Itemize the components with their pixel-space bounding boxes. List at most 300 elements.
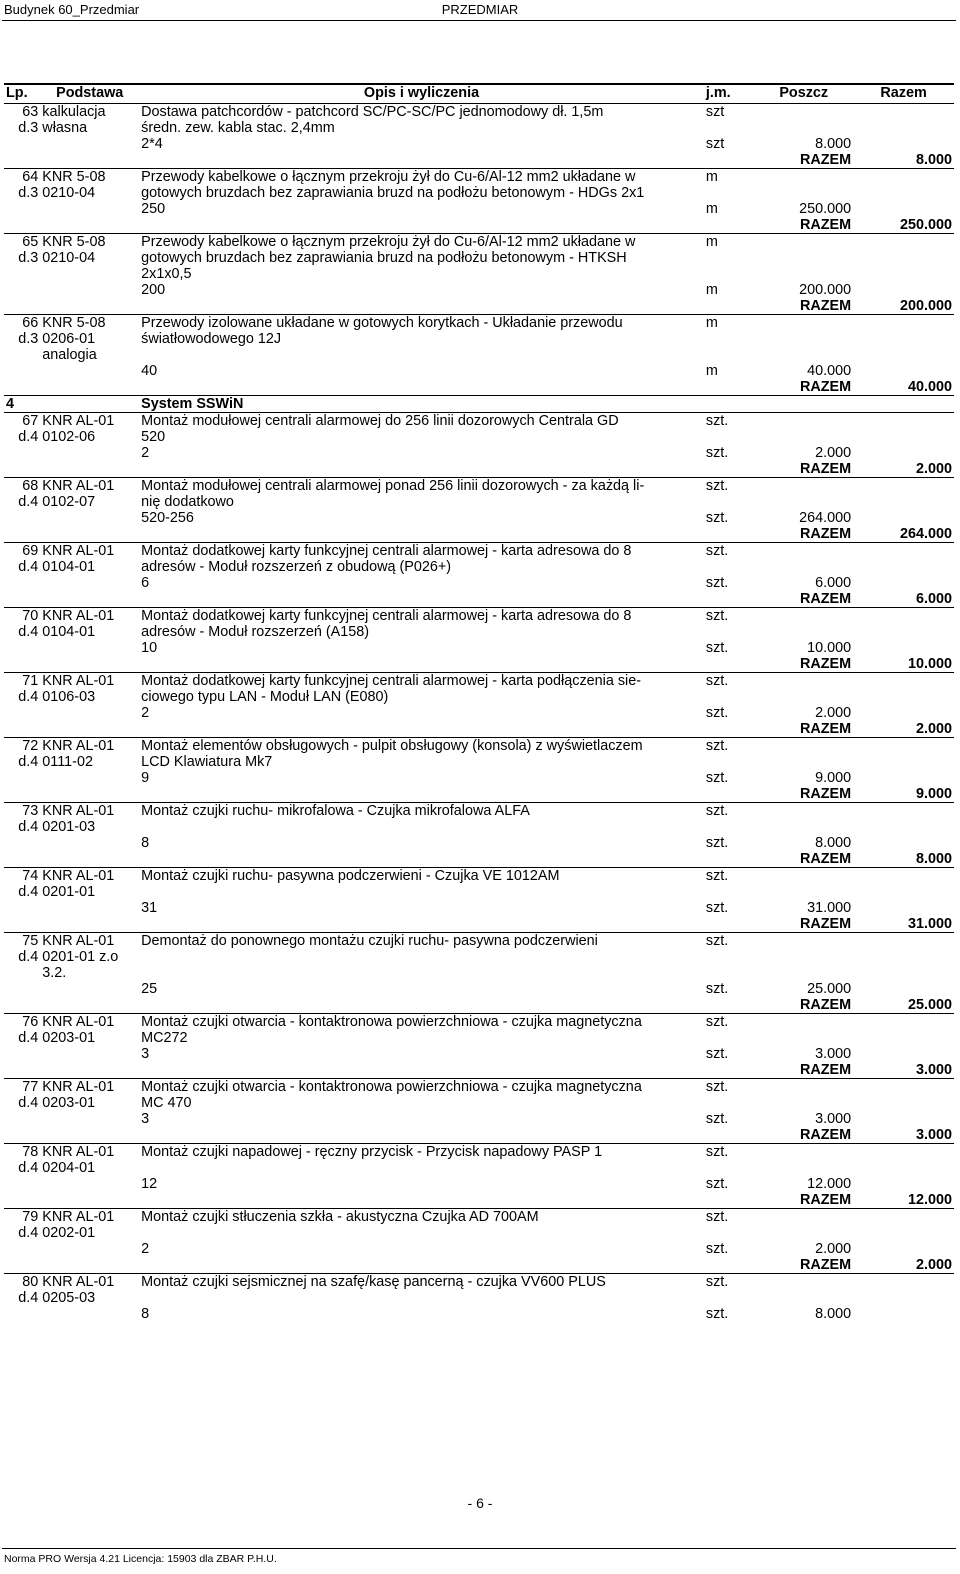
item-unit [704,1030,754,1046]
calculation-unit: szt [705,136,725,152]
item-lp: d.4 [18,1160,39,1176]
item-podstawa: KNR 5-08 [40,315,139,332]
position-row [4,803,954,820]
empty-cell [754,1274,853,1291]
empty-cell [40,1257,139,1274]
empty-cell [4,640,40,656]
item-unit [704,266,754,282]
item-podstawa: własna [42,120,88,136]
empty-cell [853,201,954,217]
empty-cell [754,673,853,690]
position-row [4,543,954,560]
calculation-row [4,1111,954,1127]
item-unit [704,559,754,575]
empty-cell [853,347,954,363]
item-unit [704,1225,754,1241]
position-row [4,1095,954,1111]
item-podstawa: KNR AL-01 [40,1144,139,1161]
item-lp: 70 [4,608,40,625]
calculation-expression: 3 [141,1111,150,1127]
calculation-unit: m [705,282,718,298]
empty-cell [40,461,139,478]
razem-row [4,1192,954,1209]
calculation-unit: szt. [705,705,729,721]
item-unit [704,884,754,900]
item-lp: 68 [4,478,40,495]
calculation-unit: szt. [705,770,729,786]
empty-cell [40,640,139,656]
position-row [4,234,954,251]
item-description: Montaż czujki ruchu- pasywna podczerwieni - Czujka VE 1012AM [139,868,704,885]
empty-cell [754,608,853,625]
empty-cell [853,1160,954,1176]
empty-cell [853,575,954,591]
item-lp: d.4 [18,559,39,575]
item-description: Przewody izolowane układane w gotowych korytkach - Układanie przewodu [139,315,704,332]
position-row [4,884,954,900]
empty-cell [853,169,954,186]
calculation-expression: 2*4 [141,136,163,152]
item-description: Montaż czujki otwarcia - kontaktronowa powierzchniowa - czujka magnetyczna [139,1014,704,1031]
item-description: Montaż elementów obsługowych - pulpit obsługowy (konsola) z wyświetlaczem [139,738,704,755]
empty-cell [139,997,704,1014]
item-unit [704,1160,754,1176]
empty-cell [853,624,954,640]
item-lp: 73 [4,803,40,820]
empty-cell [754,266,853,282]
item-podstawa [40,266,139,282]
calculation-value: 25.000 [807,981,852,997]
item-podstawa: KNR AL-01 [40,933,139,950]
item-podstawa: 0206-01 [42,331,96,347]
col-header-poszcz: Poszcz [754,84,853,104]
item-lp: 74 [4,868,40,885]
item-unit: szt. [704,608,754,625]
empty-cell [853,770,954,786]
calculation-row [4,445,954,461]
calculation-row [4,1241,954,1257]
item-unit [704,185,754,201]
item-unit [704,347,754,363]
position-row [4,608,954,625]
empty-cell [4,575,40,591]
razem-row [4,152,954,169]
item-podstawa: 0205-03 [42,1290,96,1306]
empty-cell [4,997,40,1014]
calculation-row [4,1176,954,1192]
empty-cell [754,331,853,347]
empty-cell [853,363,954,379]
calculation-value: 12.000 [807,1176,852,1192]
item-unit: m [704,315,754,332]
calculation-expression: 8 [141,1306,150,1322]
item-lp: 64 [4,169,40,186]
calculation-value: 2.000 [815,705,852,721]
item-unit: szt. [704,1274,754,1291]
position-row [4,1290,954,1306]
item-description: światłowodowego 12J [141,331,282,347]
empty-cell [4,526,40,543]
calculation-expression: 8 [141,835,150,851]
empty-cell [754,1030,853,1046]
empty-cell [754,949,853,965]
empty-cell [139,916,704,933]
empty-cell [40,217,139,234]
calculation-unit: szt. [705,1306,729,1322]
calculation-expression: 10 [141,640,158,656]
razem-value: 264.000 [899,526,952,542]
empty-cell [139,379,704,396]
item-podstawa: KNR 5-08 [40,234,139,251]
position-row [4,559,954,575]
empty-cell [40,1306,139,1322]
calculation-unit: szt. [705,445,729,461]
calculation-value: 250.000 [799,201,852,217]
calculation-unit: szt. [705,510,729,526]
razem-value: 9.000 [915,786,952,802]
calculation-value: 2.000 [815,1241,852,1257]
empty-cell [853,1014,954,1031]
empty-cell [139,591,704,608]
position-row [4,478,954,495]
empty-cell [754,478,853,495]
position-row [4,315,954,332]
empty-cell [40,510,139,526]
header-divider [2,20,956,21]
position-row [4,185,954,201]
empty-cell [853,331,954,347]
calculation-value: 3.000 [815,1111,852,1127]
item-podstawa: 0106-03 [42,689,96,705]
position-row [4,250,954,266]
empty-cell [40,786,139,803]
item-unit: szt. [704,1144,754,1161]
razem-row [4,379,954,396]
empty-cell [853,1030,954,1046]
item-podstawa: 0104-01 [42,624,96,640]
item-lp: 72 [4,738,40,755]
position-row [4,624,954,640]
empty-cell [853,1111,954,1127]
col-header-razem: Razem [853,84,954,104]
item-description [139,1290,704,1306]
item-unit [704,250,754,266]
item-description [139,347,704,363]
razem-value: 2.000 [915,1257,952,1273]
empty-cell [853,640,954,656]
item-description: Dostawa patchcordów - patchcord SC/PC-SC/PC jednomodowy dł. 1,5m [141,104,604,120]
empty-cell [853,1095,954,1111]
calculation-value: 200.000 [799,282,852,298]
position-row [4,347,954,363]
calculation-row [4,282,954,298]
empty-cell [40,1176,139,1192]
empty-cell [853,136,954,152]
item-lp [4,266,40,282]
razem-value: 3.000 [915,1127,952,1143]
calculation-value: 10.000 [807,640,852,656]
empty-cell [754,1014,853,1031]
razem-label: RAZEM [799,217,852,233]
empty-cell [853,933,954,950]
empty-cell [754,1160,853,1176]
item-podstawa: KNR AL-01 [40,608,139,625]
empty-cell [40,379,139,396]
razem-label: RAZEM [799,591,852,607]
razem-label: RAZEM [799,1062,852,1078]
empty-cell [40,916,139,933]
empty-cell [754,315,853,332]
calculation-unit: m [705,201,718,217]
empty-cell [853,234,954,251]
empty-cell [754,965,853,981]
calculation-expression: 2 [141,445,150,461]
item-lp: 63 [22,104,39,120]
item-lp: d.4 [18,884,39,900]
calculation-value: 264.000 [799,510,852,526]
item-unit: szt. [704,543,754,560]
item-podstawa: kalkulacja [42,104,106,120]
razem-row [4,1062,954,1079]
license-text: Norma PRO Wersja 4.21 Licencja: 15903 dla ZBAR P.H.U. [4,1553,277,1565]
empty-cell [754,803,853,820]
empty-cell [853,803,954,820]
empty-cell [40,396,139,413]
item-unit [704,120,754,136]
calculation-unit: m [705,363,718,379]
item-lp: 69 [4,543,40,560]
item-podstawa: KNR AL-01 [40,738,139,755]
empty-cell [40,770,139,786]
item-unit: szt. [704,1209,754,1226]
col-header-podstawa: Podstawa [40,84,139,104]
empty-cell [4,1241,40,1257]
calculation-row [4,510,954,526]
empty-cell [754,543,853,560]
razem-row [4,656,954,673]
item-lp: d.4 [18,429,39,445]
position-row [4,413,954,430]
empty-cell [754,559,853,575]
item-podstawa: KNR AL-01 [40,673,139,690]
empty-cell [853,689,954,705]
calculation-row [4,1306,954,1322]
empty-cell [754,396,853,413]
item-description: Montaż dodatkowej karty funkcyjnej centrali alarmowej - karta adresowa do 8 [139,608,704,625]
empty-cell [4,1127,40,1144]
item-unit [704,949,754,965]
item-lp [4,347,40,363]
empty-cell [754,933,853,950]
item-lp: 71 [4,673,40,690]
razem-row [4,526,954,543]
item-unit: szt. [704,478,754,495]
razem-label: RAZEM [799,997,852,1013]
cost-table [4,83,954,1322]
calculation-value: 8.000 [815,1306,852,1322]
item-unit: szt. [704,1079,754,1096]
item-lp: 75 [4,933,40,950]
item-podstawa: KNR AL-01 [40,1014,139,1031]
empty-cell [754,347,853,363]
item-unit [704,965,754,981]
empty-cell [853,981,954,997]
empty-cell [853,396,954,413]
empty-cell [40,835,139,851]
item-lp: 79 [4,1209,40,1226]
section-number: 4 [4,396,40,413]
empty-cell [40,591,139,608]
empty-cell [139,786,704,803]
position-row [4,1144,954,1161]
position-row [4,1014,954,1031]
position-row [4,1160,954,1176]
item-podstawa: 0204-01 [42,1160,96,1176]
razem-value: 2.000 [915,721,952,737]
calculation-unit: szt. [705,1046,729,1062]
empty-cell [40,705,139,721]
calculation-row [4,201,954,217]
item-lp: d.3 [18,120,39,136]
empty-cell [4,656,40,673]
razem-label: RAZEM [799,379,852,395]
item-podstawa: 0203-01 [42,1095,96,1111]
calculation-row [4,835,954,851]
item-unit: szt. [704,868,754,885]
item-description [139,965,704,981]
empty-cell [754,413,853,430]
item-lp: d.3 [18,331,39,347]
empty-cell [4,721,40,738]
item-lp: d.4 [18,494,39,510]
empty-cell [40,298,139,315]
empty-cell [139,461,704,478]
empty-cell [853,413,954,430]
empty-cell [40,1062,139,1079]
empty-cell [853,1306,954,1322]
razem-label: RAZEM [799,786,852,802]
calculation-row [4,575,954,591]
calculation-value: 3.000 [815,1046,852,1062]
razem-row [4,1257,954,1274]
item-unit [704,624,754,640]
item-unit [704,429,754,445]
empty-cell [4,1176,40,1192]
item-description [139,949,704,965]
item-podstawa: 0104-01 [42,559,96,575]
item-description [139,1225,704,1241]
calculation-row [4,705,954,721]
razem-row [4,1127,954,1144]
empty-cell [754,754,853,770]
empty-cell [853,1225,954,1241]
item-lp: d.3 [18,250,39,266]
position-row [4,266,954,282]
item-unit [704,819,754,835]
razem-row [4,786,954,803]
razem-row [4,916,954,933]
calculation-unit: szt. [705,835,729,851]
item-description: nię dodatkowo [141,494,234,510]
calculation-value: 40.000 [807,363,852,379]
empty-cell [40,526,139,543]
empty-cell [853,965,954,981]
empty-cell [40,981,139,997]
empty-cell [754,234,853,251]
empty-cell [4,282,40,298]
item-podstawa: 0102-07 [42,494,96,510]
razem-row [4,851,954,868]
calculation-unit: szt. [705,1241,729,1257]
empty-cell [853,1290,954,1306]
empty-cell [853,900,954,916]
empty-cell [754,1144,853,1161]
empty-cell [754,868,853,885]
empty-cell [4,298,40,315]
header-title: PRZEDMIAR [441,2,519,17]
razem-row [4,217,954,234]
empty-cell [754,1095,853,1111]
empty-cell [139,152,704,169]
calculation-row [4,900,954,916]
table-body [4,104,954,1323]
calculation-row [4,770,954,786]
item-podstawa: KNR AL-01 [40,543,139,560]
item-unit: m [704,169,754,186]
razem-row [4,591,954,608]
empty-cell [4,510,40,526]
calculation-value: 31.000 [807,900,852,916]
calculation-expression: 6 [141,575,150,591]
razem-value: 8.000 [915,851,952,867]
empty-cell [853,705,954,721]
item-description: LCD Klawiatura Mk7 [141,754,273,770]
empty-cell [4,705,40,721]
razem-label: RAZEM [799,1257,852,1273]
empty-cell [4,1046,40,1062]
empty-cell [4,363,40,379]
razem-label: RAZEM [799,1127,852,1143]
empty-cell [853,819,954,835]
footer-divider [2,1548,956,1549]
position-row [4,120,954,136]
empty-cell [4,1192,40,1209]
empty-cell [40,575,139,591]
empty-cell [853,884,954,900]
calculation-expression: 40 [141,363,158,379]
item-podstawa: KNR AL-01 [40,1274,139,1291]
empty-cell [139,656,704,673]
empty-cell [40,1192,139,1209]
col-header-lp: Lp. [4,84,40,104]
position-row [4,689,954,705]
razem-row [4,298,954,315]
razem-label: RAZEM [799,721,852,737]
item-description: ciowego typu LAN - Moduł LAN (E080) [141,689,389,705]
razem-value: 2.000 [915,461,952,477]
item-podstawa: 0102-06 [42,429,96,445]
razem-value: 200.000 [899,298,952,314]
empty-cell [853,1046,954,1062]
calculation-unit: szt. [705,900,729,916]
empty-cell [40,900,139,916]
empty-cell [754,120,853,136]
empty-cell [754,819,853,835]
empty-cell [40,1046,139,1062]
item-description: Montaż dodatkowej karty funkcyjnej centrali alarmowej - karta adresowa do 8 [139,543,704,560]
position-row [4,1274,954,1291]
item-description: gotowych bruzdach bez zaprawiania bruzd na podłożu betonowym - HTKSH [141,250,627,266]
